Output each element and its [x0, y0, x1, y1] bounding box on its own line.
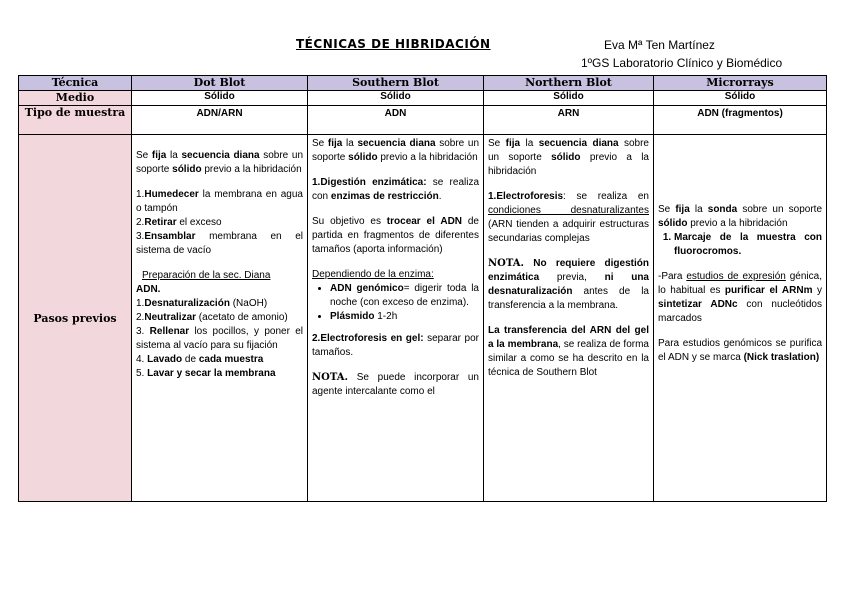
- southern-objective: Su objetivo es trocear el ADN de partida en fragmentos de diferentes tamaños (aporta información): [312, 216, 479, 255]
- southern-digestion: 1.Digestión enzimática: se realiza con enzimas de restricción.: [312, 177, 480, 202]
- dot-prep-5: 5. Lavar y secar la membrana: [136, 368, 276, 379]
- southern-enzyme-list: [312, 282, 479, 324]
- micro-steps: [658, 231, 822, 259]
- column-header-microrrays: Microrrays: [654, 76, 827, 91]
- dot-step-2: 2.Retirar el exceso: [136, 217, 222, 228]
- dot-intro: Se fija la secuencia diana sobre un soporte sólido previo a la hibridación: [136, 150, 304, 175]
- dot-prep-adn: ADN.: [136, 284, 161, 295]
- column-header-northern-blot: Northern Blot: [484, 76, 654, 91]
- column-header-tecnica: Técnica: [19, 76, 132, 91]
- dot-step-3: 3.Ensamblar membrana en el sistema de vacío: [136, 231, 303, 256]
- dot-prep-heading: Preparación de la sec. Diana: [142, 270, 271, 281]
- micro-step-marcaje: 1. Marcaje de la muestra con fluorocromos.: [674, 231, 822, 259]
- pasos-dot-blot: [132, 135, 308, 502]
- northern-electroforesis: 1.Electroforesis: se realiza en condiciones desnaturalizantes (ARN tienden a adquirir estructuras secundarias complejas: [488, 191, 649, 244]
- southern-enzyme-item: • ADN genómico= digerir toda la noche (con exceso de enzima).: [330, 282, 479, 310]
- column-header-dot-blot: Dot Blot: [132, 76, 308, 91]
- row-label-medio: Medio: [19, 91, 132, 106]
- row-label-tipo-muestra: Tipo de muestra: [19, 106, 132, 135]
- northern-nota: NOTA. No requiere digestión enzimática previa, ni una desnaturalización antes de la transferencia a la membrana.: [488, 258, 649, 311]
- northern-transferencia: La transferencia del ARN del gel a la membrana, se realiza de forma similar a como se ha descrito en la técnica de Southern Blot: [488, 325, 649, 378]
- header-row: [19, 76, 827, 91]
- pasos-microrrays: [654, 135, 827, 502]
- tipo-microrrays: ADN (fragmentos): [654, 106, 827, 135]
- micro-intro: Se fija la sonda sobre un soporte sólido previo a la hibridación: [658, 204, 822, 229]
- southern-nota: NOTA. Se puede incorporar un agente intercalante como el: [312, 372, 479, 397]
- dot-step-1: 1.Humedecer la membrana en agua o tampón: [136, 189, 303, 214]
- row-medio: [19, 91, 827, 106]
- dot-prep-1: 1.Desnaturalización (NaOH): [136, 298, 268, 309]
- row-label-pasos-previos: Pasos previos: [19, 135, 132, 502]
- dot-prep-2: 2.Neutralizar (acetato de amonio): [136, 312, 288, 323]
- tipo-dot-blot: ADN/ARN: [132, 106, 308, 135]
- southern-electroforesis: 2.Electroforesis en gel: separar por tamaños.: [312, 333, 479, 358]
- pasos-southern-blot: [308, 135, 484, 502]
- dot-prep-4: 4. Lavado de cada muestra: [136, 354, 264, 365]
- pasos-northern-blot: [484, 135, 654, 502]
- medio-microrrays: Sólido: [654, 91, 827, 106]
- tipo-southern-blot: ADN: [308, 106, 484, 135]
- southern-enzyme-heading: Dependiendo de la enzima:: [312, 269, 434, 280]
- medio-northern-blot: Sólido: [484, 91, 654, 106]
- row-pasos-previos: [19, 135, 827, 502]
- southern-intro: Se fija la secuencia diana sobre un soporte sólido previo a la hibridación: [312, 138, 480, 163]
- southern-enzyme-item: • Plásmido 1-2h: [330, 310, 479, 324]
- techniques-table: [18, 75, 827, 502]
- northern-intro: Se fija la secuencia diana sobre un soporte sólido previo a la hibridación: [488, 138, 649, 177]
- author-name: Eva Mª Ten Martínez: [604, 38, 715, 52]
- dot-prep-3: 3. Rellenar los pocillos, y poner el sistema al vacío para su fijación: [136, 326, 303, 351]
- document-title: TÉCNICAS DE HIBRIDACIÓN: [296, 37, 491, 51]
- micro-expresion: -Para estudios de expresión génica, lo habitual es purificar el ARNm y sintetizar ADNc con nucleótidos marcados: [658, 271, 822, 324]
- row-tipo-muestra: [19, 106, 827, 135]
- medio-southern-blot: Sólido: [308, 91, 484, 106]
- column-header-southern-blot: Southern Blot: [308, 76, 484, 91]
- tipo-northern-blot: ARN: [484, 106, 654, 135]
- medio-dot-blot: Sólido: [132, 91, 308, 106]
- course-name: 1ºGS Laboratorio Clínico y Biomédico: [581, 56, 783, 70]
- micro-genomicos: Para estudios genómicos se purifica el ADN y se marca (Nick traslation): [658, 338, 822, 363]
